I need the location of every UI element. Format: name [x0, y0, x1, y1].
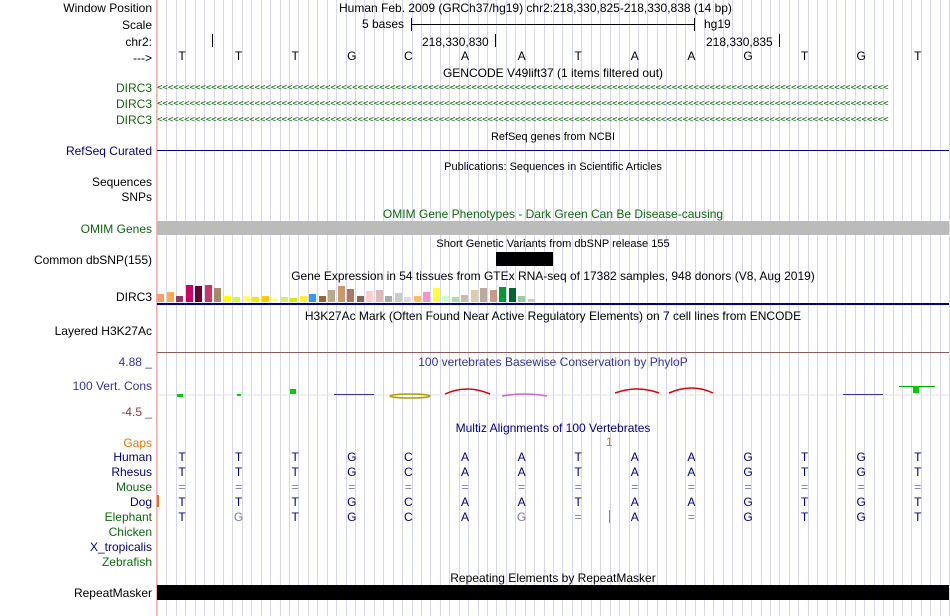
- elephant-base: G: [856, 510, 866, 524]
- human-base: T: [800, 450, 809, 464]
- elephant-base: G: [233, 510, 244, 524]
- gtex-label[interactable]: DIRC3: [115, 290, 152, 304]
- sequence-base: T: [914, 49, 922, 63]
- mouse-base: =: [178, 480, 186, 494]
- human-base: A: [517, 450, 526, 464]
- strand-arrow-label[interactable]: --->: [133, 51, 152, 65]
- gtex-tissue-bar[interactable]: [290, 298, 297, 302]
- repeat-element[interactable]: [157, 585, 949, 600]
- dog-base: A: [460, 495, 469, 509]
- species-label-mouse[interactable]: Mouse: [115, 480, 152, 494]
- gencode-title: GENCODE V49lift37 (1 items filtered out): [442, 66, 664, 80]
- gtex-tissue-bar[interactable]: [338, 286, 345, 302]
- mouse-base: =: [801, 480, 809, 494]
- dbsnp-variant[interactable]: [496, 252, 553, 266]
- gtex-tissue-bar[interactable]: [471, 290, 478, 302]
- scale-bar-tick-left: [411, 18, 412, 31]
- gap-mark: 1: [606, 435, 613, 449]
- gtex-tissue-bar[interactable]: [233, 297, 240, 302]
- gtex-tissue-bar[interactable]: [186, 285, 193, 302]
- phylop-min: -4.5 _: [121, 405, 152, 419]
- human-base: T: [178, 450, 186, 464]
- dog-base: A: [687, 495, 696, 509]
- sequence-base: A: [460, 49, 469, 63]
- omim-gene-bar[interactable]: [157, 221, 949, 235]
- sequence-base: G: [347, 49, 357, 63]
- species-label-rhesus[interactable]: Rhesus: [111, 465, 152, 479]
- scale-text: 5 bases: [362, 17, 405, 31]
- elephant-insertion-mark: [609, 510, 610, 523]
- mouse-base: =: [404, 480, 412, 494]
- assembly-text: Human Feb. 2009 (GRCh37/hg19) chr2:218,330,825-218,330,838 (14 bp): [339, 1, 732, 15]
- gtex-tissue-bar[interactable]: [243, 296, 250, 302]
- gtex-tissue-bar[interactable]: [395, 293, 402, 302]
- elephant-base: =: [574, 510, 582, 524]
- gtex-tissue-bar[interactable]: [404, 297, 411, 302]
- species-label-zebrafish[interactable]: Zebrafish: [101, 555, 152, 569]
- sequence-base: A: [687, 49, 696, 63]
- gtex-tissue-bar[interactable]: [433, 288, 440, 302]
- sequence-base: A: [517, 49, 526, 63]
- gtex-tissue-bar[interactable]: [176, 296, 183, 302]
- gencode-transcript-3[interactable]: <<<<<<<<<<<<<<<<<<<<<<<<<<<<<<<<<<<<<<<<<<<<<<<<<<<<<<<<<<<<<<<<<<<<<<<<<<<<<<<<<<<<<<<<<<<<<<<<<<<<<<<<<<<<<<<<<<<<<<<<<<<<<<<<<<<<<<<: [157, 116, 889, 125]
- dog-base: C: [404, 495, 413, 509]
- human-base: G: [856, 450, 866, 464]
- mouse-base: =: [348, 480, 356, 494]
- gtex-tissue-bar[interactable]: [385, 296, 392, 302]
- elephant-base: A: [630, 510, 639, 524]
- gencode-transcript-1[interactable]: <<<<<<<<<<<<<<<<<<<<<<<<<<<<<<<<<<<<<<<<<<<<<<<<<<<<<<<<<<<<<<<<<<<<<<<<<<<<<<<<<<<<<<<<<<<<<<<<<<<<<<<<<<<<<<<<<<<<<<<<<<<<<<<<<<<<<<<: [157, 84, 889, 93]
- elephant-base: =: [687, 510, 695, 524]
- gtex-tissue-bar[interactable]: [452, 297, 459, 302]
- h3k27ac-signal: [157, 352, 949, 353]
- ruler-tick-3: [779, 34, 780, 47]
- phylop-label[interactable]: 100 Vert. Cons: [72, 379, 152, 393]
- gtex-tissue-bar[interactable]: [300, 296, 307, 302]
- ruler-pos-2: 218,330,835: [706, 35, 773, 49]
- mouse-base: =: [461, 480, 469, 494]
- pubs-title: Publications: Sequences in Scientific Articles: [444, 161, 662, 173]
- gtex-tissue-bar[interactable]: [480, 288, 487, 302]
- sequence-base: A: [630, 49, 639, 63]
- gtex-tissue-bar[interactable]: [309, 294, 316, 302]
- rhesus-base: A: [687, 465, 696, 479]
- mouse-base: =: [235, 480, 243, 494]
- gtex-tissue-bar[interactable]: [423, 292, 430, 302]
- mouse-base: =: [631, 480, 639, 494]
- gaps-label[interactable]: Gaps: [123, 436, 152, 450]
- species-label-dog[interactable]: Dog: [129, 495, 152, 509]
- sequence-base: C: [404, 49, 413, 63]
- elephant-base: G: [347, 510, 357, 524]
- elephant-base: T: [178, 510, 186, 524]
- gtex-tissue-bar[interactable]: [357, 296, 364, 302]
- gtex-tissue-bar[interactable]: [347, 289, 354, 302]
- dog-base: A: [517, 495, 526, 509]
- phylop-max: 4.88 _: [118, 355, 152, 369]
- rhesus-base: T: [178, 465, 186, 479]
- scale-bar-tick-right: [694, 18, 695, 31]
- phylop-signal: [157, 380, 949, 410]
- gencode-label-3[interactable]: DIRC3: [115, 113, 152, 127]
- dog-base: G: [743, 495, 753, 509]
- species-label-chicken[interactable]: Chicken: [108, 525, 152, 539]
- chr-label: chr2:: [125, 35, 152, 49]
- refseq-title: RefSeq genes from NCBI: [490, 131, 616, 143]
- human-base: G: [347, 450, 357, 464]
- gtex-tissue-bar[interactable]: [490, 290, 497, 302]
- dbsnp-label[interactable]: Common dbSNP(155): [33, 253, 152, 267]
- dog-base: T: [234, 495, 243, 509]
- rhesus-base: T: [574, 465, 582, 479]
- dog-base: T: [178, 495, 186, 509]
- dog-base: G: [347, 495, 357, 509]
- sequence-base: T: [800, 49, 809, 63]
- rhesus-base: A: [460, 465, 469, 479]
- dog-base: T: [574, 495, 582, 509]
- rhesus-base: G: [347, 465, 357, 479]
- human-base: A: [630, 450, 639, 464]
- human-base: T: [574, 450, 582, 464]
- ruler-tick-1: [212, 34, 213, 47]
- scale-label: Scale: [121, 18, 152, 32]
- gencode-label-1[interactable]: DIRC3: [115, 81, 152, 95]
- sequence-base: T: [178, 49, 186, 63]
- rhesus-base: T: [234, 465, 243, 479]
- gtex-gene-line: [157, 303, 949, 305]
- elephant-base: C: [404, 510, 413, 524]
- mouse-base: =: [291, 480, 299, 494]
- refseq-gene-line[interactable]: [157, 150, 949, 151]
- gtex-tissue-bar[interactable]: [442, 296, 449, 302]
- human-base: T: [914, 450, 922, 464]
- elephant-base: T: [291, 510, 299, 524]
- dog-base: T: [800, 495, 809, 509]
- omim-title: OMIM Gene Phenotypes - Dark Green Can Be Disease-causing: [382, 207, 724, 221]
- human-base: T: [234, 450, 243, 464]
- elephant-base: G: [516, 510, 527, 524]
- rhesus-base: T: [800, 465, 809, 479]
- rhesus-base: T: [291, 465, 299, 479]
- refseq-label[interactable]: RefSeq Curated: [65, 144, 152, 158]
- gtex-tissue-bar[interactable]: [195, 286, 202, 302]
- multiz-title: Multiz Alignments of 100 Vertebrates: [455, 421, 651, 435]
- sequence-base: T: [574, 49, 582, 63]
- gtex-tissue-bar[interactable]: [499, 287, 506, 302]
- ruler-tick-2: [495, 34, 496, 47]
- pubs-label-sequences[interactable]: Sequences: [91, 175, 152, 189]
- rhesus-base: G: [743, 465, 753, 479]
- dog-base: T: [291, 495, 299, 509]
- phylop-title: 100 vertebrates Basewise Conservation by PhyloP: [418, 355, 688, 369]
- sequence-base: G: [856, 49, 866, 63]
- gtex-tissue-bar[interactable]: [376, 290, 383, 302]
- gtex-tissue-bar[interactable]: [157, 294, 164, 302]
- gtex-tissue-bar[interactable]: [167, 292, 174, 302]
- gencode-label-2[interactable]: DIRC3: [115, 97, 152, 111]
- human-base: C: [404, 450, 413, 464]
- dog-base: T: [914, 495, 922, 509]
- gtex-tissue-bar[interactable]: [214, 288, 221, 302]
- human-base: T: [291, 450, 299, 464]
- gtex-tissue-bar[interactable]: [366, 291, 373, 302]
- gtex-tissue-bar[interactable]: [252, 297, 259, 302]
- species-label-human[interactable]: Human: [113, 450, 152, 464]
- mouse-base: =: [857, 480, 865, 494]
- gtex-tissue-bar[interactable]: [281, 297, 288, 302]
- h3k27ac-title: H3K27Ac Mark (Often Found Near Active Regulatory Elements) on 7 cell lines from ENCODE: [304, 309, 802, 323]
- scale-db: hg19: [704, 17, 731, 31]
- gtex-tissue-bar[interactable]: [319, 296, 326, 302]
- gencode-transcript-2[interactable]: <<<<<<<<<<<<<<<<<<<<<<<<<<<<<<<<<<<<<<<<<<<<<<<<<<<<<<<<<<<<<<<<<<<<<<<<<<<<<<<<<<<<<<<<<<<<<<<<<<<<<<<<<<<<<<<<<<<<<<<<<<<<<<<<<<<<<<<: [157, 100, 889, 109]
- rhesus-base: C: [404, 465, 413, 479]
- human-base: G: [743, 450, 753, 464]
- gtex-tissue-bar[interactable]: [328, 290, 335, 302]
- pubs-label-snps[interactable]: SNPs: [121, 190, 152, 204]
- sequence-base: G: [743, 49, 753, 63]
- repeat-label[interactable]: RepeatMasker: [73, 586, 152, 600]
- elephant-base: A: [460, 510, 469, 524]
- mouse-base: =: [914, 480, 922, 494]
- repeat-title: Repeating Elements by RepeatMasker: [450, 571, 656, 585]
- rhesus-base: T: [914, 465, 922, 479]
- h3k27ac-label[interactable]: Layered H3K27Ac: [54, 324, 152, 338]
- elephant-base: G: [743, 510, 753, 524]
- species-label-elephant[interactable]: Elephant: [104, 510, 152, 524]
- sequence-base: T: [234, 49, 243, 63]
- gtex-tissue-bar[interactable]: [271, 298, 278, 302]
- gtex-tissue-bar[interactable]: [528, 299, 535, 302]
- gtex-tissue-bar[interactable]: [414, 296, 421, 302]
- rhesus-base: A: [517, 465, 526, 479]
- elephant-base: T: [914, 510, 922, 524]
- mouse-base: =: [574, 480, 582, 494]
- mouse-base: =: [518, 480, 526, 494]
- ruler-pos-1: 218,330,830: [422, 35, 489, 49]
- gtex-tissue-bar[interactable]: [509, 288, 516, 302]
- gtex-tissue-bar[interactable]: [224, 296, 231, 302]
- mouse-base: =: [687, 480, 695, 494]
- omim-label[interactable]: OMIM Genes: [80, 222, 152, 236]
- gtex-tissue-bar[interactable]: [262, 296, 269, 302]
- species-label-x_tropicalis[interactable]: X_tropicalis: [89, 540, 152, 554]
- human-base: A: [687, 450, 696, 464]
- gtex-tissue-bar[interactable]: [518, 296, 525, 302]
- dog-base: A: [630, 495, 639, 509]
- sequence-base: T: [291, 49, 299, 63]
- window-position-label: Window Position: [63, 1, 152, 15]
- elephant-base: T: [800, 510, 809, 524]
- dbsnp-title: Short Genetic Variants from dbSNP release 155: [436, 238, 670, 250]
- dog-gap-mark: [157, 495, 159, 507]
- dog-base: G: [856, 495, 866, 509]
- human-base: A: [460, 450, 469, 464]
- rhesus-base: A: [630, 465, 639, 479]
- scale-bar: [411, 24, 694, 25]
- rhesus-base: G: [856, 465, 866, 479]
- gtex-tissue-bar[interactable]: [461, 295, 468, 302]
- gtex-tissue-bar[interactable]: [205, 285, 212, 302]
- gtex-title: Gene Expression in 54 tissues from GTEx RNA-seq of 17382 samples, 948 donors (V8, Aug 2019): [291, 269, 815, 283]
- mouse-base: =: [744, 480, 752, 494]
